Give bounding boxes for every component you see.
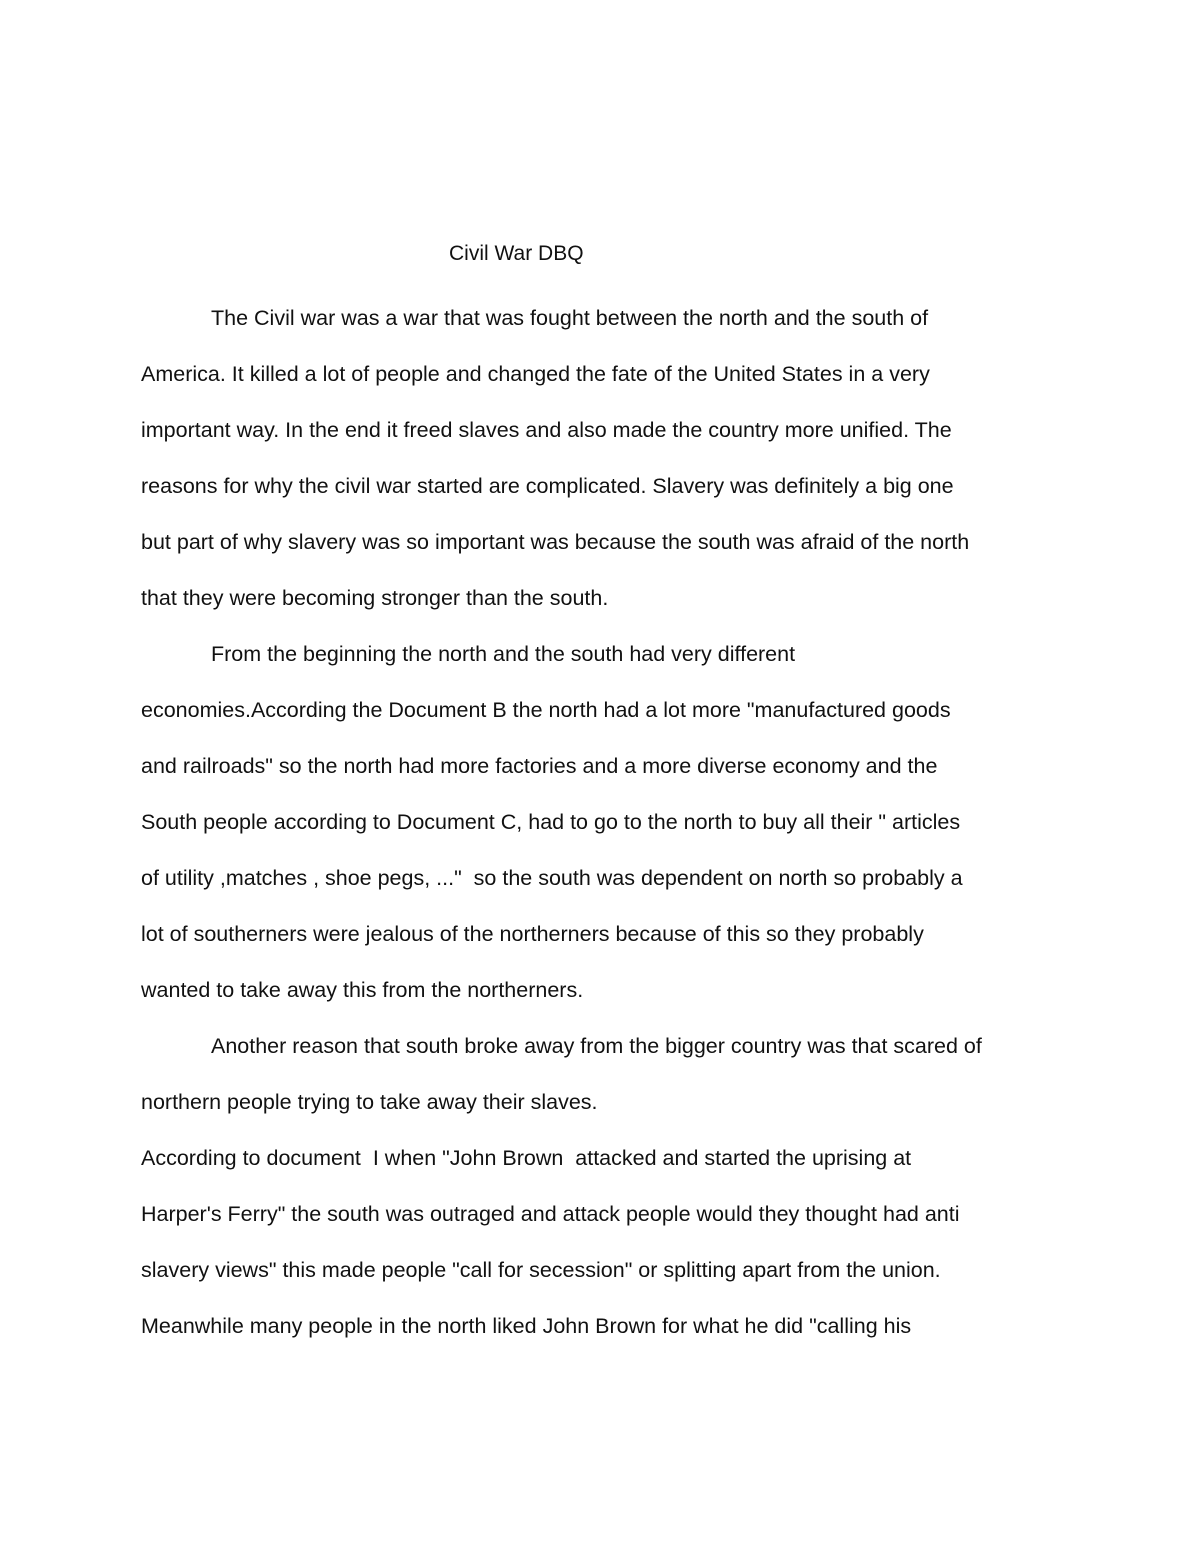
body-line: The Civil war was a war that was fought between the north and the south of [211, 306, 929, 330]
body-line: and railroads" so the north had more factories and a more diverse economy and the [141, 754, 938, 778]
body-line: of utility ,matches , shoe pegs, ..." so the south was dependent on north so probably a [141, 866, 963, 890]
document-body [141, 304, 1081, 1368]
body-line: South people according to Document C, had to go to the north to buy all their " articles [141, 810, 961, 834]
body-line: slavery views" this made people "call for secession" or splitting apart from the union. [141, 1258, 941, 1282]
body-line: economies.According the Document B the north had a lot more "manufactured goods [141, 698, 951, 722]
body-line: northern people trying to take away their slaves. [141, 1090, 598, 1114]
document-title: Civil War DBQ [449, 242, 584, 265]
body-line: From the beginning the north and the south had very different [211, 642, 796, 666]
body-line: that they were becoming stronger than the south. [141, 586, 609, 610]
body-line: but part of why slavery was so important was because the south was afraid of the north [141, 530, 970, 554]
body-line: America. It killed a lot of people and changed the fate of the United States in a very [141, 362, 930, 386]
body-line: lot of southerners were jealous of the northerners because of this so they probably [141, 922, 924, 946]
body-line: Meanwhile many people in the north liked John Brown for what he did "calling his [141, 1314, 912, 1338]
body-line: Harper's Ferry" the south was outraged and attack people would they thought had anti [141, 1202, 960, 1226]
body-line: Another reason that south broke away from the bigger country was that scared of [211, 1034, 982, 1058]
body-line: wanted to take away this from the northerners. [141, 978, 584, 1002]
body-line: important way. In the end it freed slaves and also made the country more unified. The [141, 418, 952, 442]
body-line: reasons for why the civil war started are complicated. Slavery was definitely a big one [141, 474, 954, 498]
body-line: According to document I when "John Brown attacked and started the uprising at [141, 1146, 912, 1170]
